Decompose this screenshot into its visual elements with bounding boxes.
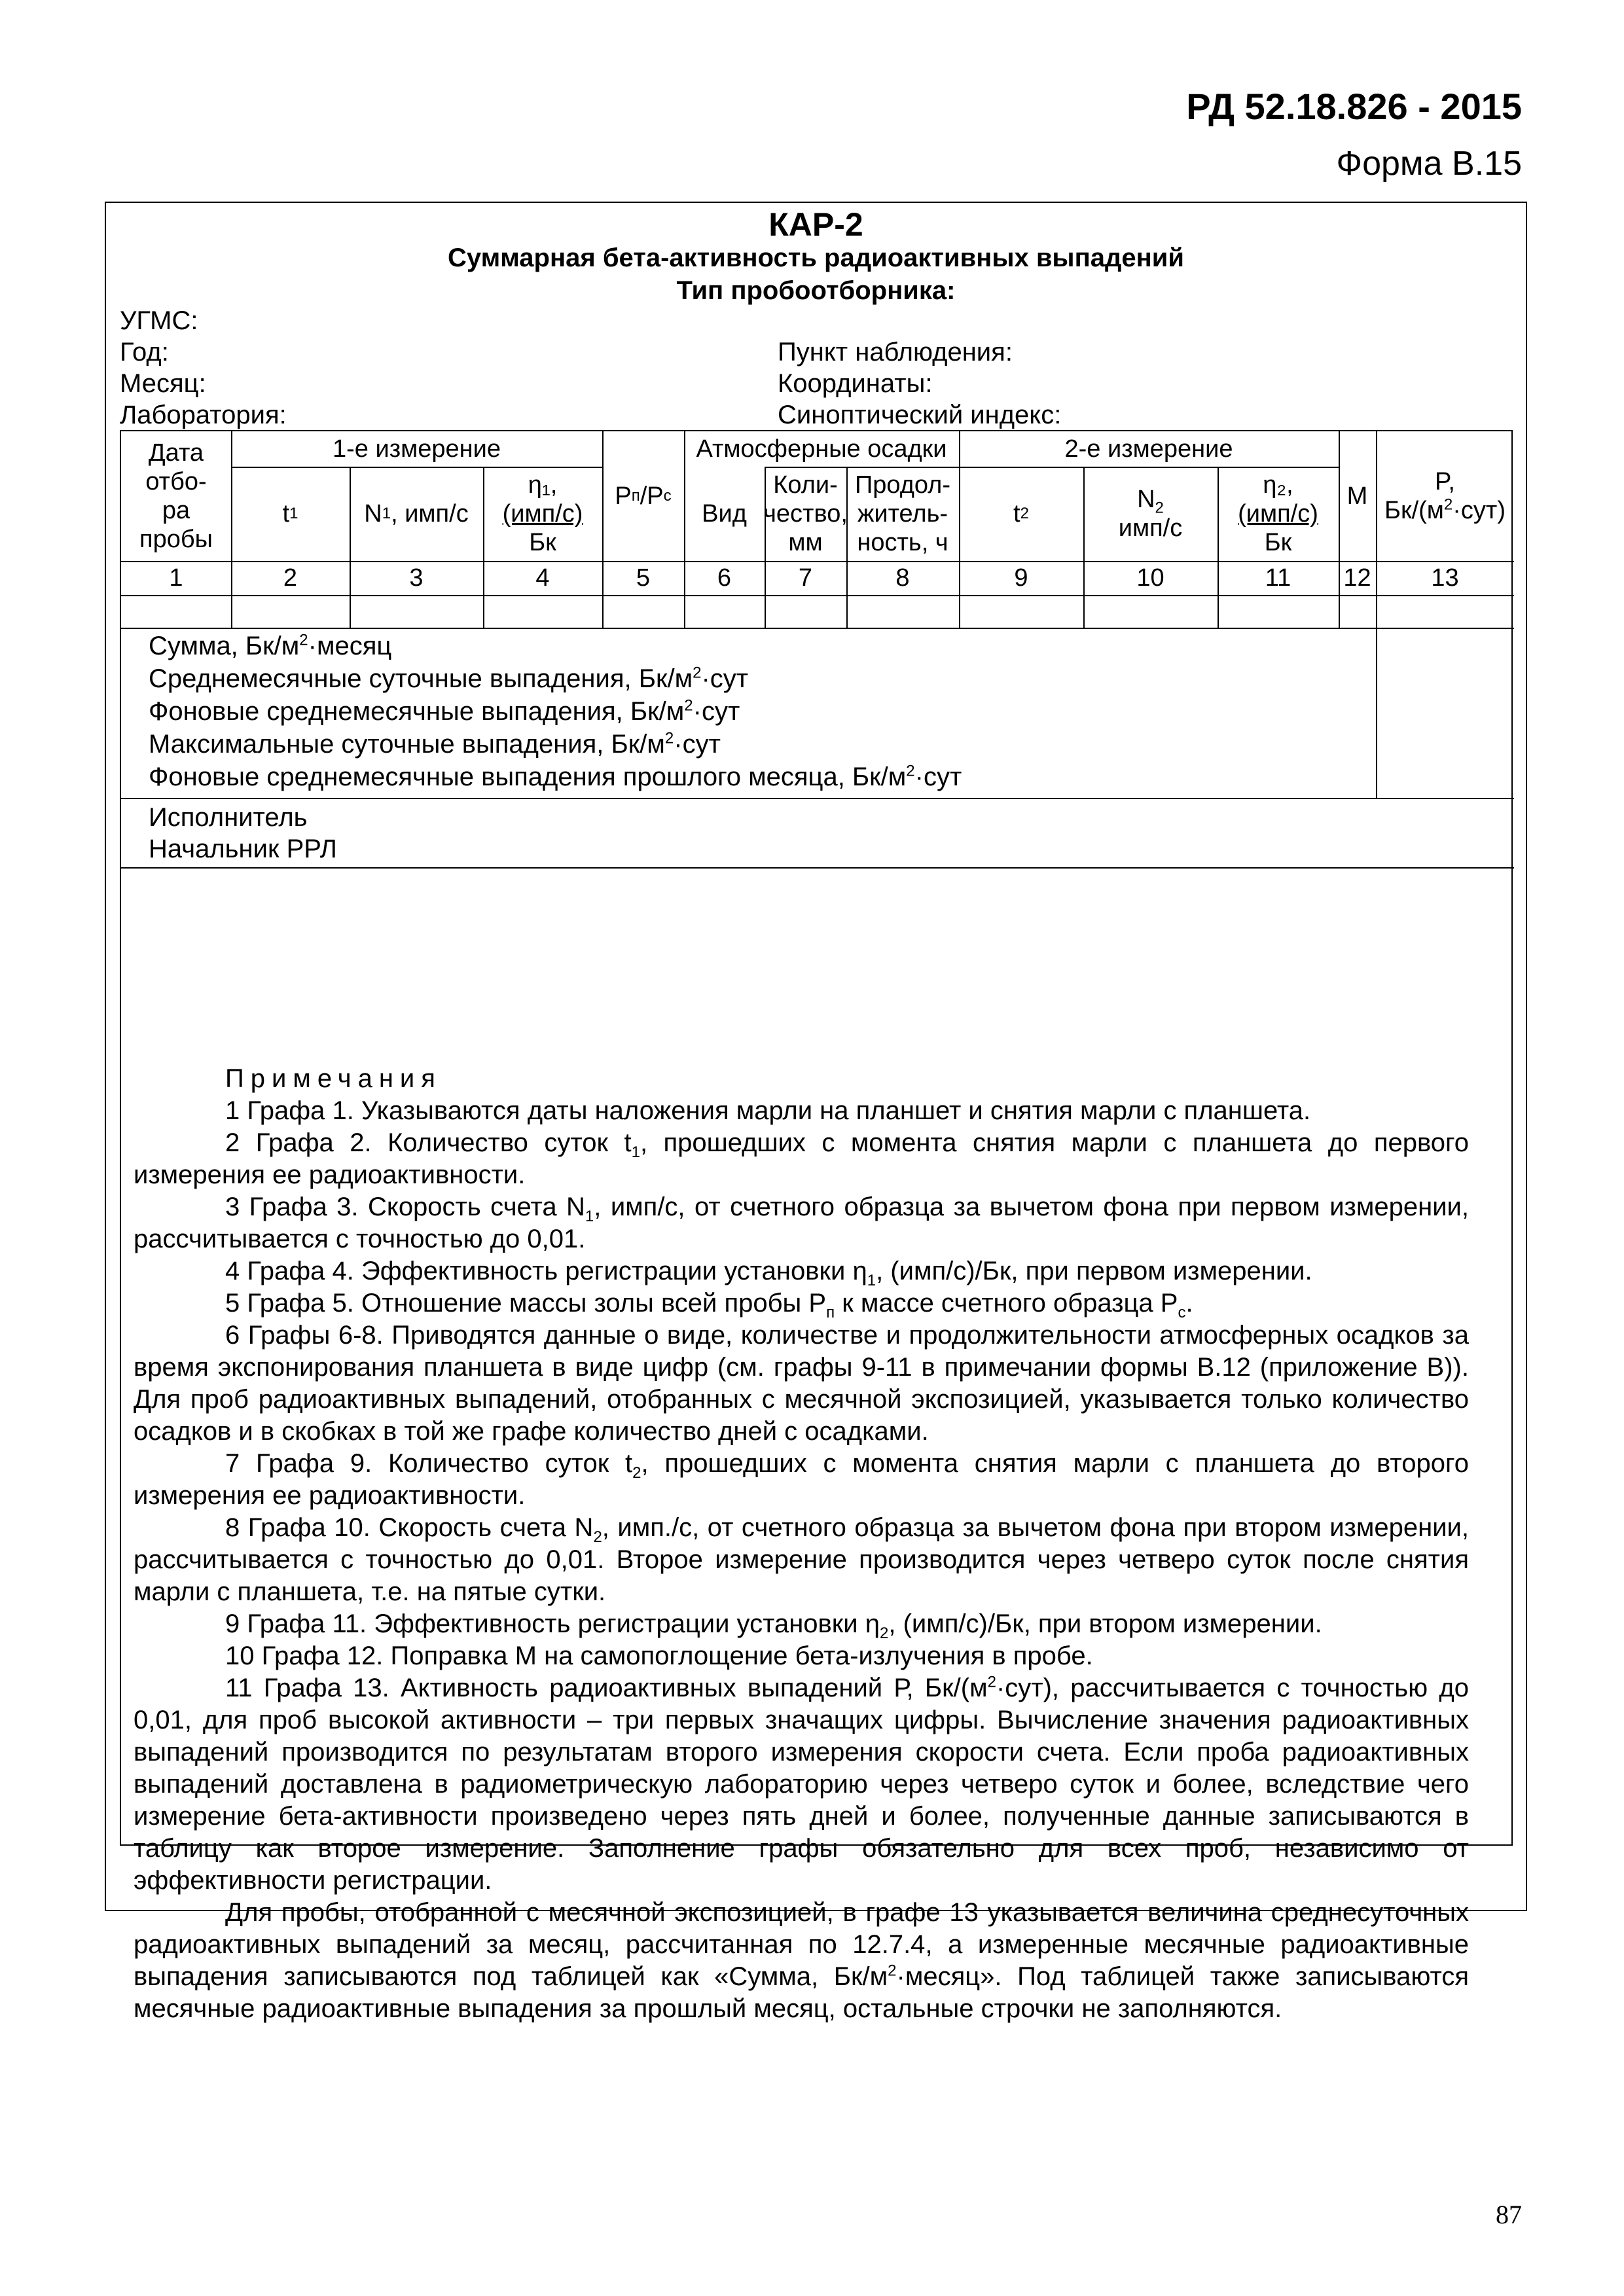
form-label: Форма В.15 [1336, 145, 1522, 183]
field-coordinates: Координаты: [778, 369, 933, 398]
note-1: 1 Графа 1. Указываются даты наложения марли на планшет и снятия марли с планшета. [225, 1096, 1311, 1125]
note-9: 9 Графа 11. Эффективность регистрации установки $\eta_2$, (имп/с)/Бк, при втором измерении. [225, 1609, 1322, 1642]
group-header-precipitation: Атмосферные осадки [696, 435, 947, 463]
column-number: 11 [1265, 564, 1291, 592]
column-number: 4 [535, 564, 550, 592]
column-number: 1 [169, 564, 183, 592]
summary-max-daily: Максимальные суточные выпадения, $Бк/м^2\cdot сут$ [149, 729, 721, 759]
note-12: Для пробы, отобранной с месячной экспозицией, в графе 13 указывается величина среднесуточных радиоактивных выпадений за месяц, рассчитанная по 12.7.4, а измеренные месячные радиоактивные выпадения записываются под таблицей как «Сумма, $Бк/м^2\cdot месяц$». Под таблицей также записываются месячные радиоактивные выпадения за прошлый месяц, остальные строчки не заполняются. [134, 1898, 1470, 2023]
column-number: 9 [1014, 564, 1028, 592]
summary-prev-month-background: Фоновые среднемесячные выпадения прошлого месяца, $Бк/м^2\cdot сут$ [149, 762, 962, 791]
signature-head: Начальник РРЛ [149, 834, 337, 863]
field-observation-point: Пункт наблюдения: [778, 338, 1013, 367]
group-header-second-measurement: 2-е измерение [1064, 435, 1233, 463]
field-laboratory: Лаборатория: [120, 401, 287, 429]
col-header-m: М [1346, 482, 1368, 510]
column-number: 12 [1343, 564, 1371, 592]
signature-executor: Исполнитель [149, 803, 308, 832]
group-header-first-measurement: 1-е измерение [332, 435, 501, 463]
col-header-duration: Продол- житель- ность, ч [854, 471, 951, 556]
sampler-type-label: Тип пробоотборника: [676, 276, 956, 305]
summary-avg-daily: Среднемесячные суточные выпадения, $Бк/м^2\cdot сут$ [149, 664, 749, 693]
document-code: РД 52.18.826 - 2015 [1186, 86, 1522, 127]
note-3: 3 Графа 3. Скорость счета $N_1$, имп/с, от счетного образца за вычетом фона при первом измерении, рассчитывается с точностью до 0,01. [134, 1193, 1470, 1253]
column-number: 6 [717, 564, 732, 592]
col-header-eta1: η₁, (имп/с) Бк [502, 471, 583, 556]
note-6: 6 Графы 6-8. Приводятся данные о виде, количестве и продолжительности атмосферных осадков за время экспонирования планшета в виде цифр (см. графы 9-11 в примечании формы В.12 (приложение В)). Для проб радиоактивных выпадений, отобранных с месячной экспозицией, указывается только количество осадков и в скобках в той же графе количество дней с осадками. [134, 1321, 1469, 1446]
note-8: 8 Графа 10. Скорость счета $N_2$, имп./с, от счетного образца за вычетом фона при втором измерении, рассчитывается с точностью до 0,01. Второе измерение производится через четверо суток после снятия марли с планшета, т.е. на пятые сутки. [134, 1513, 1469, 1606]
col-header-t1: t 1 [282, 500, 298, 528]
col-header-eta2: η₂, (имп/с) Бк [1238, 471, 1318, 556]
field-synoptic-index: Синоптический индекс: [778, 401, 1062, 429]
col-header-pp-pc: P п /P с [615, 482, 672, 510]
summary-monthly-sum: Сумма, $Бк/м^2\cdot месяц$ [149, 631, 392, 660]
note-7: 7 Графа 9. Количество суток $t_2$, прошедших с момента снятия марли с планшета до второго измерения ее радиоактивности. [134, 1449, 1469, 1510]
field-year: Год: [120, 338, 169, 367]
col-header-t2: t 2 [1013, 500, 1029, 528]
field-month: Месяц: [120, 369, 206, 398]
col-header-amount: Коли- чество, мм [763, 471, 848, 556]
col-header-p: P, $Бк/(м^2\cdot сут)$ [1384, 468, 1506, 524]
col-header-n1: N 1 , имп/с [364, 500, 469, 528]
note-4: 4 Графа 4. Эффективность регистрации установки $\eta_1$, (имп/с)/Бк, при первом измерении. [225, 1257, 1312, 1289]
page-number: 87 [1496, 2200, 1522, 2229]
column-number: 8 [895, 564, 910, 592]
notes-section [134, 1063, 1469, 2025]
column-number: 3 [409, 564, 424, 592]
summary-background-avg: Фоновые среднемесячные выпадения, $Бк/м^2\cdot сут$ [149, 696, 740, 726]
notes-title: Примечания [225, 1064, 442, 1093]
column-number: 7 [798, 564, 813, 592]
note-2: 2 Графа 2. Количество суток $t_1$, прошедших с момента снятия марли с планшета до первого измерения ее радиоактивности. [134, 1128, 1469, 1189]
column-number: 2 [283, 564, 298, 592]
note-5: 5 Графа 5. Отношение массы золы всей пробы $Р_п$ к массе счетного образца $Р_с$. [225, 1289, 1193, 1321]
form-subtitle: Суммарная бета-активность радиоактивных выпадений [448, 243, 1184, 272]
note-10: 10 Графа 12. Поправка М на самопоглощение бета-излучения в пробе. [225, 1641, 1093, 1670]
column-number: 10 [1136, 564, 1164, 592]
col-header-date: Дата отбо- ра пробы [139, 439, 213, 553]
column-number: 5 [636, 564, 651, 592]
form-frame [105, 202, 1527, 2023]
column-number: 13 [1431, 564, 1459, 592]
field-ugms: УГМС: [120, 306, 198, 335]
form-title: КАР-2 [768, 206, 863, 243]
col-header-n2: $N_2$ имп/с [1118, 486, 1183, 542]
note-11: 11 Графа 13. Активность радиоактивных выпадений Р, $Бк/(м^2\cdot сут)$, рассчитывается с точностью до 0,01, для проб высокой активности – три первых значащих цифры. Вычисление значения радиоактивных выпадений производится по результатам второго измерения скорости счета. Если проба радиоактивных выпадений доставлена в радиометрическую лабораторию через четверо суток и более, вследствие чего измерение бета-активности произведено через пять дней и более, полученные данные записываются в таблицу как второе измерение. Заполнение графы обязательно для всех проб, независимо от эффективности регистрации. [134, 1673, 1469, 1895]
col-header-kind: Вид [702, 500, 747, 528]
